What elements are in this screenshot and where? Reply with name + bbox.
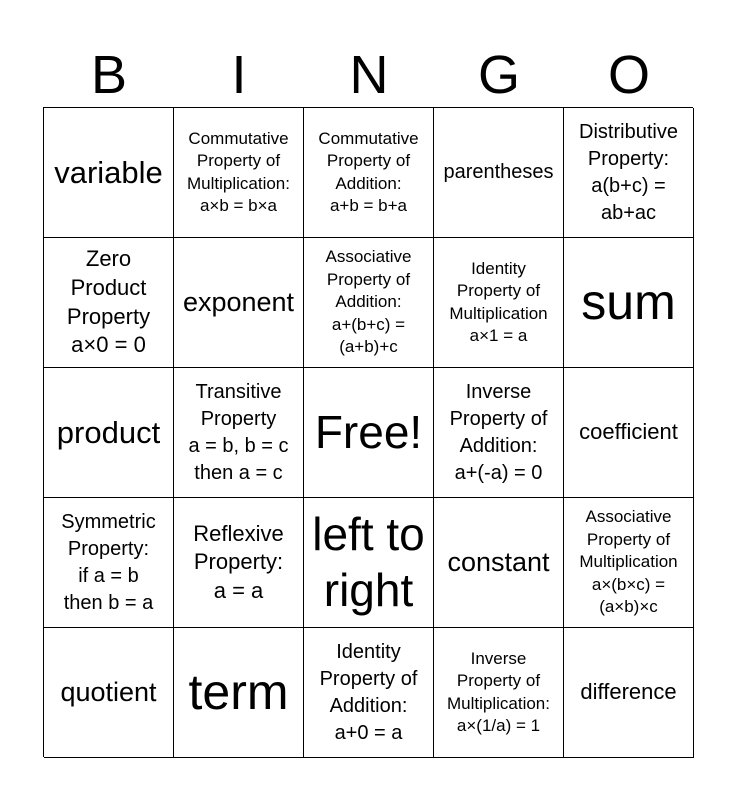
header-letter: O (607, 45, 650, 105)
cell-text: Associative Property of Multiplication a×(b×c) = (a×b)×c (579, 507, 678, 617)
bingo-cell[interactable] (44, 628, 174, 758)
bingo-cell[interactable] (44, 498, 174, 628)
header-letter: B (90, 45, 128, 105)
bingo-cell[interactable] (174, 498, 304, 628)
bingo-cell[interactable] (564, 368, 694, 498)
bingo-cell[interactable] (564, 498, 694, 628)
bingo-cell[interactable] (434, 368, 564, 498)
cell-text: Commutative Property of Multiplication: a×b = b×a (187, 128, 290, 215)
bingo-cell[interactable] (174, 238, 304, 368)
bingo-cell[interactable] (174, 108, 304, 238)
cell-text: constant (447, 546, 550, 577)
cell-text: term (188, 663, 289, 720)
bingo-cell[interactable] (174, 368, 304, 498)
cell-text: variable (54, 154, 163, 190)
cell-text: Identity Property of Multiplication a×1 = a (449, 258, 548, 345)
cell-text: Inverse Property of Multiplication: a×(1/a) = 1 (447, 648, 550, 735)
bingo-cell[interactable] (44, 368, 174, 498)
bingo-cell[interactable] (304, 498, 434, 628)
bingo-header (44, 44, 694, 106)
bingo-cell[interactable] (174, 628, 304, 758)
cell-text: Identity Property of Addition: a+0 = a (319, 640, 418, 744)
cell-text: Reflexive Property: a = a (193, 520, 284, 603)
bingo-cell[interactable] (564, 628, 694, 758)
bingo-cell[interactable] (304, 108, 434, 238)
bingo-cell[interactable] (434, 238, 564, 368)
cell-text: quotient (60, 676, 157, 707)
cell-text: Transitive Property a = b, b = c then a = c (188, 380, 289, 484)
cell-text: coefficient (579, 419, 678, 445)
cell-text: Associative Property of Addition: a+(b+c) = (a+b)+c (325, 247, 412, 357)
bingo-cell[interactable] (564, 238, 694, 368)
cell-text: Free! (314, 405, 423, 458)
cell-text: Symmetric Property: if a = b then b = a (61, 510, 156, 614)
cell-text: Distributive Property: a(b+c) = ab+ac (579, 120, 678, 224)
cell-text: Inverse Property of Addition: a+(-a) = 0 (449, 380, 548, 484)
bingo-cell[interactable] (434, 108, 564, 238)
bingo-board (43, 107, 693, 757)
bingo-cell[interactable] (304, 628, 434, 758)
cell-text: Zero Product Property a×0 = 0 (66, 246, 151, 358)
header-letter: N (349, 45, 389, 105)
header-letter: G (477, 45, 520, 105)
bingo-cell[interactable] (304, 238, 434, 368)
cell-text: exponent (182, 286, 295, 317)
cell-text: parentheses (443, 161, 554, 183)
cell-text: left to right (312, 508, 425, 616)
bingo-cell[interactable] (434, 498, 564, 628)
header-letter: I (231, 45, 247, 105)
cell-text: difference (580, 679, 677, 705)
bingo-cell[interactable] (304, 368, 434, 498)
cell-text: sum (581, 273, 676, 330)
bingo-cell[interactable] (44, 238, 174, 368)
cell-text: product (56, 414, 161, 450)
bingo-cell[interactable] (564, 108, 694, 238)
bingo-cell[interactable] (44, 108, 174, 238)
cell-text: Commutative Property of Addition: a+b = b+a (318, 128, 419, 215)
bingo-cell[interactable] (434, 628, 564, 758)
